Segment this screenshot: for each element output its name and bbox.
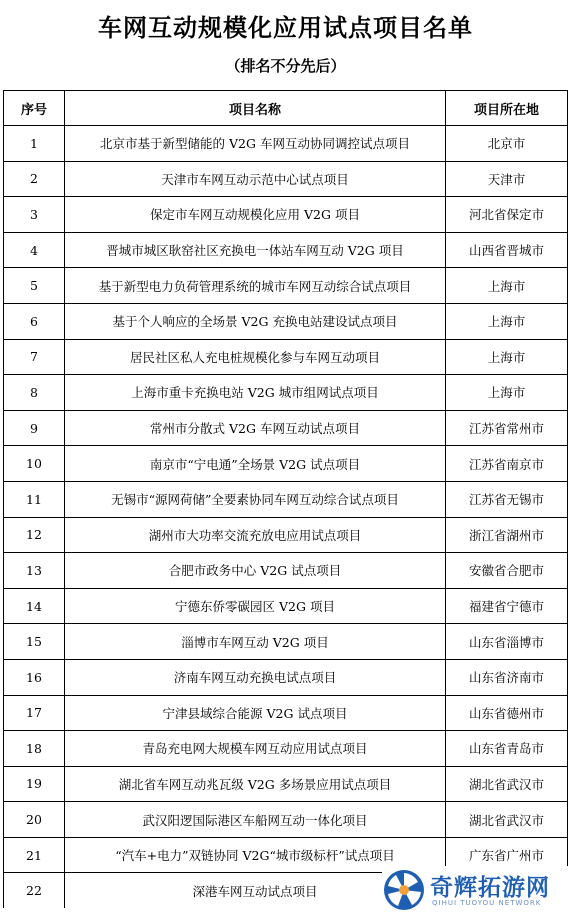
row-index: 3 [4, 197, 65, 233]
table-row [4, 126, 568, 162]
row-index: 11 [4, 481, 65, 517]
row-project-name: 宁津县域综合能源 V2G 试点项目 [65, 695, 446, 731]
table-row [4, 802, 568, 838]
table-row [4, 268, 568, 304]
row-index: 16 [4, 659, 65, 695]
row-index: 19 [4, 766, 65, 802]
row-location: 湖北省武汉市 [446, 802, 568, 838]
table-row [4, 161, 568, 197]
project-table [3, 90, 568, 908]
header-location: 项目所在地 [446, 91, 568, 126]
row-location: 上海市 [446, 268, 568, 304]
row-location: 江苏省常州市 [446, 410, 568, 446]
row-location: 天津市 [446, 161, 568, 197]
row-location: 上海市 [446, 303, 568, 339]
row-project-name: 合肥市政务中心 V2G 试点项目 [65, 553, 446, 589]
row-index: 6 [4, 303, 65, 339]
row-location: 浙江省湖州市 [446, 517, 568, 553]
row-project-name: 保定市车网互动规模化应用 V2G 项目 [65, 197, 446, 233]
table-row [4, 303, 568, 339]
table-row [4, 410, 568, 446]
table-row [4, 731, 568, 767]
row-project-name: 基于个人响应的全场景 V2G 充换电站建设试点项目 [65, 303, 446, 339]
watermark-name: 奇辉拓游网 [430, 875, 550, 901]
row-index: 2 [4, 161, 65, 197]
table-row [4, 446, 568, 482]
row-project-name: 无锡市“源网荷储”全要素协同车网互动综合试点项目 [65, 481, 446, 517]
row-project-name: 晋城市城区耿窑社区充换电一体站车网互动 V2G 项目 [65, 232, 446, 268]
row-index: 13 [4, 553, 65, 589]
table-row [4, 553, 568, 589]
row-index: 15 [4, 624, 65, 660]
row-index: 12 [4, 517, 65, 553]
row-index: 20 [4, 802, 65, 838]
watermark [382, 866, 571, 916]
row-index: 8 [4, 375, 65, 411]
row-index: 18 [4, 731, 65, 767]
table-row [4, 766, 568, 802]
row-location: 安徽省合肥市 [446, 553, 568, 589]
row-index: 7 [4, 339, 65, 375]
page-subtitle: （排名不分先后） [225, 57, 346, 75]
row-project-name: 济南车网互动充换电试点项目 [65, 659, 446, 695]
row-location: 广东省广州市 [446, 837, 568, 873]
row-location: 湖北省武汉市 [446, 766, 568, 802]
row-project-name: 淄博市车网互动 V2G 项目 [65, 624, 446, 660]
row-project-name: 北京市基于新型储能的 V2G 车网互动协同调控试点项目 [65, 126, 446, 162]
fan-logo-icon [382, 868, 426, 912]
row-index: 22 [4, 873, 65, 908]
row-index: 9 [4, 410, 65, 446]
row-location: 上海市 [446, 375, 568, 411]
row-project-name: 宁德东侨零碳园区 V2G 项目 [65, 588, 446, 624]
table-row [4, 588, 568, 624]
table-row [4, 339, 568, 375]
header-index: 序号 [4, 91, 65, 126]
row-index: 5 [4, 268, 65, 304]
page-title: 车网互动规模化应用试点项目名单 [98, 14, 473, 42]
row-project-name: 湖北省车网互动兆瓦级 V2G 多场景应用试点项目 [65, 766, 446, 802]
row-location: 福建省宁德市 [446, 588, 568, 624]
table-row [4, 659, 568, 695]
table-row [4, 375, 568, 411]
row-index: 21 [4, 837, 65, 873]
watermark-subtitle: QIHUI TUOYOU NETWORK [432, 899, 542, 907]
row-location: 江苏省无锡市 [446, 481, 568, 517]
row-location: 北京市 [446, 126, 568, 162]
row-location: 河北省保定市 [446, 197, 568, 233]
row-location: 山东省济南市 [446, 659, 568, 695]
row-index: 14 [4, 588, 65, 624]
row-location: 山东省德州市 [446, 695, 568, 731]
row-index: 17 [4, 695, 65, 731]
table-row [4, 517, 568, 553]
row-location: 山东省淄博市 [446, 624, 568, 660]
row-project-name: 青岛充电网大规模车网互动应用试点项目 [65, 731, 446, 767]
row-index: 4 [4, 232, 65, 268]
row-project-name: 基于新型电力负荷管理系统的城市车网互动综合试点项目 [65, 268, 446, 304]
row-project-name: 武汉阳逻国际港区车船网互动一体化项目 [65, 802, 446, 838]
table-header-row [4, 91, 568, 126]
row-index: 1 [4, 126, 65, 162]
row-project-name: 常州市分散式 V2G 车网互动试点项目 [65, 410, 446, 446]
row-location: 江苏省南京市 [446, 446, 568, 482]
table-row [4, 624, 568, 660]
row-project-name: 天津市车网互动示范中心试点项目 [65, 161, 446, 197]
table-row [4, 232, 568, 268]
row-project-name: 深港车网互动试点项目 [65, 873, 446, 908]
row-project-name: “汽车+电力”双链协同 V2G“城市级标杆”试点项目 [65, 837, 446, 873]
row-location: 上海市 [446, 339, 568, 375]
header-project-name: 项目名称 [65, 91, 446, 126]
row-location: 山东省青岛市 [446, 731, 568, 767]
row-index: 10 [4, 446, 65, 482]
row-project-name: 上海市重卡充换电站 V2G 城市组网试点项目 [65, 375, 446, 411]
row-project-name: 居民社区私人充电桩规模化参与车网互动项目 [65, 339, 446, 375]
table-row [4, 197, 568, 233]
table-row [4, 481, 568, 517]
row-project-name: 南京市“宁电通”全场景 V2G 试点项目 [65, 446, 446, 482]
row-location: 山西省晋城市 [446, 232, 568, 268]
table-row [4, 695, 568, 731]
row-project-name: 湖州市大功率交流充放电应用试点项目 [65, 517, 446, 553]
